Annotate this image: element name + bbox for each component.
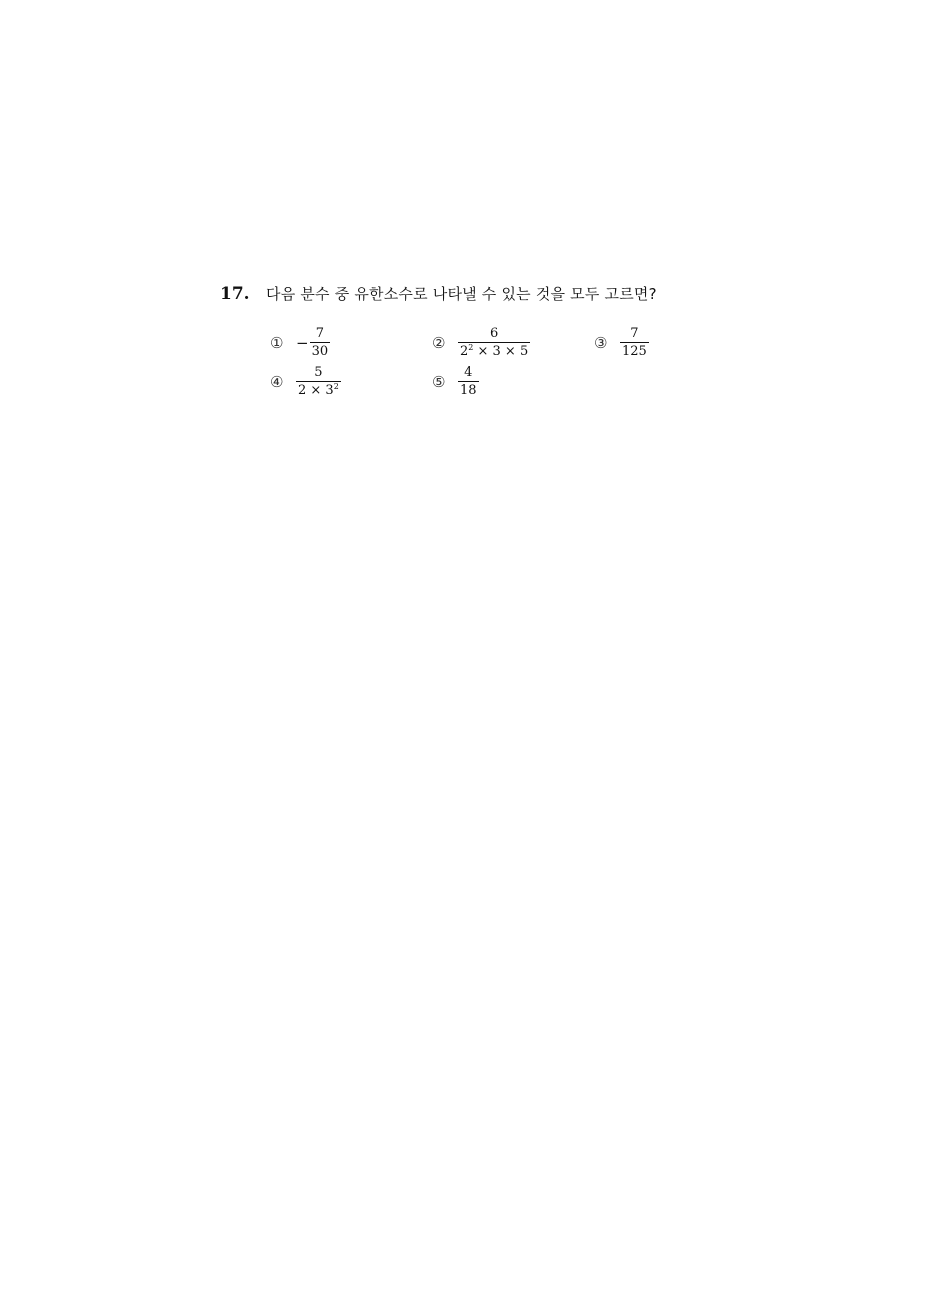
denominator: 18 [460, 383, 477, 398]
fraction [296, 365, 341, 398]
factors: 2 × 3 [298, 383, 334, 398]
fraction [310, 326, 331, 359]
numerator: 6 [489, 326, 499, 341]
choice-marker: ① [270, 333, 284, 352]
choice-4[interactable] [270, 365, 341, 398]
numerator: 7 [315, 326, 324, 341]
choice-marker: ② [432, 333, 446, 352]
fraction [620, 326, 649, 359]
factors: × 3 × 5 [473, 344, 529, 359]
numerator: 7 [630, 326, 639, 341]
denominator: 30 [311, 344, 329, 359]
denominator: 125 [622, 344, 647, 359]
choice-marker: ④ [270, 372, 284, 391]
base: 2 [460, 344, 469, 359]
choice-2[interactable] [432, 326, 530, 359]
exponent: 2 [468, 343, 474, 352]
exponent: 2 [333, 382, 339, 391]
question-text: 다음 분수 중 유한소수로 나타낼 수 있는 것을 모두 고르면? [266, 285, 657, 303]
choice-5[interactable] [432, 365, 479, 398]
choice-marker: ⑤ [432, 372, 446, 391]
choice-marker: ③ [594, 333, 608, 352]
denominator [296, 381, 341, 398]
choice-3[interactable] [594, 326, 649, 359]
question-number: 17. [220, 284, 250, 304]
fraction [458, 365, 479, 398]
question-header [220, 283, 657, 304]
numerator: 5 [314, 365, 323, 380]
fraction [458, 326, 530, 359]
negative-sign: − [296, 333, 309, 352]
denominator [458, 342, 530, 359]
choice-1[interactable] [270, 326, 330, 359]
numerator: 4 [464, 365, 473, 380]
